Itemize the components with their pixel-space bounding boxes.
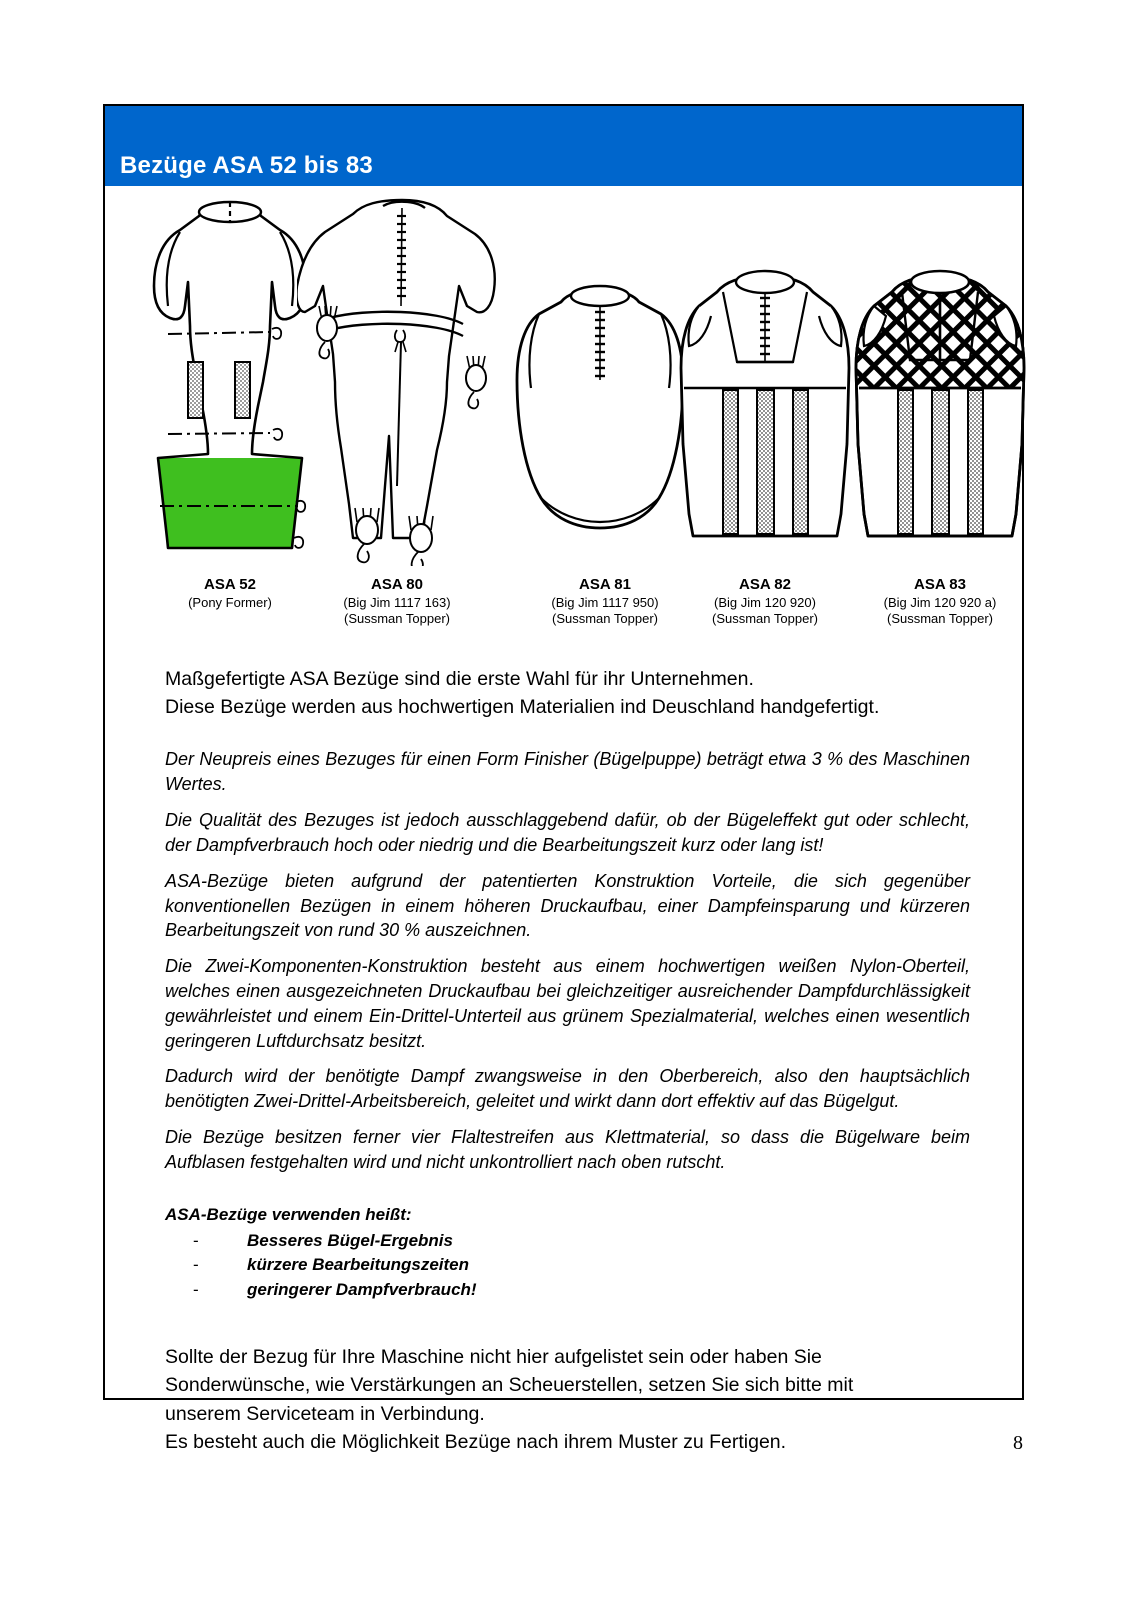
closing-line-4: Es besteht auch die Möglichkeit Bezüge nach ihrem Muster zu Fertigen. xyxy=(165,1431,787,1454)
mesh-yoke-topper-cover-illustration xyxy=(840,186,1040,566)
closing-line-3: unserem Serviceteam in Verbindung. xyxy=(165,1402,485,1425)
paragraph-5: Dadurch wird der benötigte Dampf zwangsweise in den Oberbereich, also den hauptsächlich benötigten Zwei-Drittel-Arbeitsbereich, geleitet und wirkt dann dort effektiv auf das Bügelgut. xyxy=(165,1066,970,1112)
document-body xyxy=(165,666,970,1457)
figure-name: ASA 80 xyxy=(371,576,423,593)
list-item xyxy=(165,1278,970,1303)
figure-subtitle-1: (Big Jim 120 920 a) xyxy=(883,594,997,610)
benefits-heading: ASA-Bezüge verwenden heißt: xyxy=(165,1204,412,1224)
figure-asa-83 xyxy=(840,186,1040,566)
closing-block xyxy=(165,1343,970,1457)
figure-subtitle-1: (Big Jim 1117 163) xyxy=(343,594,451,610)
document-page xyxy=(103,104,1024,1454)
page-title: Bezüge ASA 52 bis 83 xyxy=(120,152,373,179)
figure-name: ASA 81 xyxy=(579,576,631,593)
striped-topper-cover-illustration xyxy=(665,186,865,566)
product-illustration-row xyxy=(105,186,1022,646)
description-block xyxy=(165,747,970,1174)
list-item xyxy=(165,1253,970,1278)
closing-line-1: Sollte der Bezug für Ihre Maschine nicht hier aufgelistet sein oder haben Sie xyxy=(165,1345,822,1368)
benefit-label: Besseres Bügel-Ergebnis xyxy=(247,1230,453,1250)
figure-asa-82 xyxy=(665,186,865,566)
figure-subtitle-2: (Sussman Topper) xyxy=(887,611,993,626)
paragraph-2: Die Qualität des Bezuges ist jedoch ausschlaggebend dafür, ob der Bügeleffekt gut oder schlecht, der Dampfverbrauch hoch oder niedrig und die Bearbeitungszeit kurz oder lang ist! xyxy=(165,810,970,855)
intro-block xyxy=(165,666,970,721)
page-number: 8 xyxy=(1013,1432,1023,1454)
paragraph-4: Die Zwei-Komponenten-Konstruktion besteht aus einem hochwertigen weißen Nylon-Oberteil, welches einen ausgezeichneten Druckaufbau bei gleichzeitiger ausreichender Dampfdurchlässigkeit gewährleistet und einem Ein-Drittel-Unterteil aus grünem Spezialmaterial, welches einen wesentlich geringeren Luftdurchsatz besitzt. xyxy=(165,956,970,1051)
list-item xyxy=(165,1229,970,1254)
bullet-dash: - xyxy=(193,1280,199,1300)
intro-line-2: Diese Bezüge werden aus hochwertigen Materialien ind Deuschland handgefertigt. xyxy=(165,695,880,718)
benefits-block xyxy=(165,1205,970,1303)
intro-line-1: Maßgefertigte ASA Bezüge sind die erste Wahl für ihr Unternehmen. xyxy=(165,668,754,690)
figure-caption-asa-80 xyxy=(297,576,497,627)
closing-line-2: Sonderwünsche, wie Verstärkungen an Scheuerstellen, setzen Sie sich bitte mit xyxy=(165,1374,854,1397)
benefits-list xyxy=(165,1229,970,1303)
bullet-dash: - xyxy=(193,1230,199,1250)
figure-asa-80 xyxy=(297,186,507,566)
figure-subtitle-2: (Sussman Topper) xyxy=(552,611,658,626)
figure-caption-asa-82 xyxy=(665,576,865,627)
benefit-label: kürzere Bearbeitungszeiten xyxy=(247,1255,470,1275)
figure-name: ASA 82 xyxy=(739,576,791,593)
paragraph-1: Der Neupreis eines Bezuges für einen Form Finisher (Bügelpuppe) beträgt etwa 3 % des Maschinen Wertes. xyxy=(165,749,970,795)
figure-subtitle-2: (Sussman Topper) xyxy=(712,611,818,626)
figure-name: ASA 83 xyxy=(914,576,966,593)
full-body-coverall-illustration xyxy=(297,186,507,566)
figure-caption-asa-83 xyxy=(840,576,1040,627)
figure-subtitle-1: (Pony Former) xyxy=(188,594,272,610)
figure-subtitle-1: (Big Jim 1117 950) xyxy=(551,594,659,610)
figure-subtitle-1: (Big Jim 120 920) xyxy=(714,594,816,610)
paragraph-6: Die Bezüge besitzen ferner vier Flaltestreifen aus Klettmaterial, so dass die Bügelware beim Aufblasen festgehalten wird und nicht unkontrolliert nach oben rutscht. xyxy=(165,1127,970,1172)
bullet-dash: - xyxy=(193,1255,199,1275)
page-header-band xyxy=(105,106,1022,186)
paragraph-3: ASA-Bezüge bieten aufgrund der patentierten Konstruktion Vorteile, die sich gegenüber konventionellen Bezügen in einem höheren Druckaufbau, einer Dampfeinsparung und kürzeren Bearbeitungszeit von rund 30 % auszeichnen. xyxy=(165,870,970,941)
benefit-label: geringerer Dampfverbrauch! xyxy=(247,1280,477,1300)
figure-name: ASA 52 xyxy=(204,576,256,593)
figure-subtitle-2: (Sussman Topper) xyxy=(344,611,450,626)
